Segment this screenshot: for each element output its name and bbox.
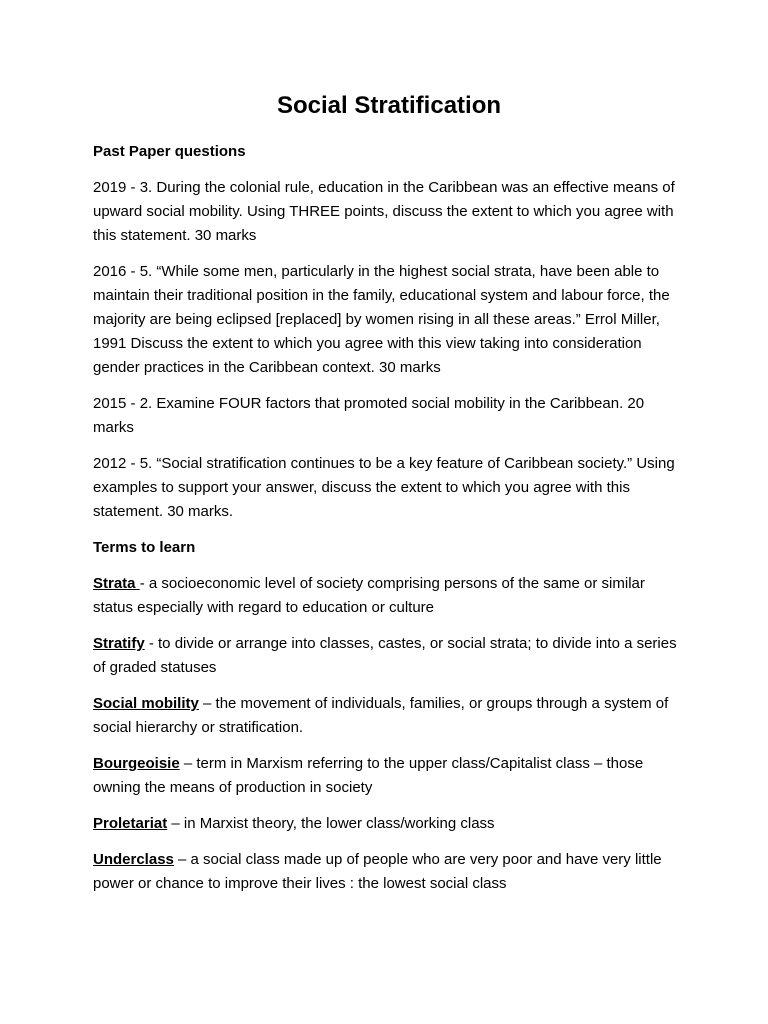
past-paper-heading: Past Paper questions [93, 143, 246, 160]
term-label: Underclass [93, 851, 174, 868]
document-page [93, 88, 685, 908]
term-definition [93, 692, 685, 740]
term-label: Bourgeoisie [93, 755, 180, 772]
definition-text: – a social class made up of people who are very poor and have very little power or chance to improve their lives : the lowest social class [93, 851, 662, 892]
question-paragraph: 2019 - 3. During the colonial rule, education in the Caribbean was an effective means of upward social mobility. Using THREE points, discuss the extent to which you agree with this statement. 30 marks [93, 179, 675, 244]
term-label: Stratify [93, 635, 145, 652]
question-paragraph: 2016 - 5. “While some men, particularly in the highest social strata, have been able to maintain their traditional position in the family, educational system and labour force, the majority are being eclipsed [replaced] by women rising in all these areas.” Errol Miller, 1991 Discuss the extent to which you agree with this view taking into consideration gender practices in the Caribbean context. 30 marks [93, 263, 670, 376]
definition-text: – term in Marxism referring to the upper class/Capitalist class – those owning the means of production in society [93, 755, 644, 796]
question-paragraph: 2015 - 2. Examine FOUR factors that promoted social mobility in the Caribbean. 20 marks [93, 395, 645, 436]
document-title: Social Stratification [276, 92, 502, 119]
term-label: Social mobility [93, 695, 199, 712]
definition-text: – in Marxist theory, the lower class/working class [167, 815, 495, 832]
term-definition [93, 752, 685, 800]
definition-text: - to divide or arrange into classes, castes, or social strata; to divide into a series of graded statuses [93, 635, 677, 676]
terms-heading: Terms to learn [93, 539, 196, 556]
term-definition [93, 848, 685, 896]
term-definition [93, 812, 685, 836]
term-label: Proletariat [93, 815, 168, 832]
term-definition [93, 572, 685, 620]
term-definition [93, 632, 685, 680]
definition-text: – the movement of individuals, families, or groups through a system of social hierarchy or stratification. [93, 695, 669, 736]
definition-text: - a socioeconomic level of society comprising persons of the same or similar status especially with regard to education or culture [93, 575, 645, 616]
question-paragraph: 2012 - 5. “Social stratification continues to be a key feature of Caribbean society.” Using examples to support your answer, discuss the extent to which you agree with this statement. 30 marks. [93, 455, 675, 520]
term-label: Strata [93, 575, 140, 592]
